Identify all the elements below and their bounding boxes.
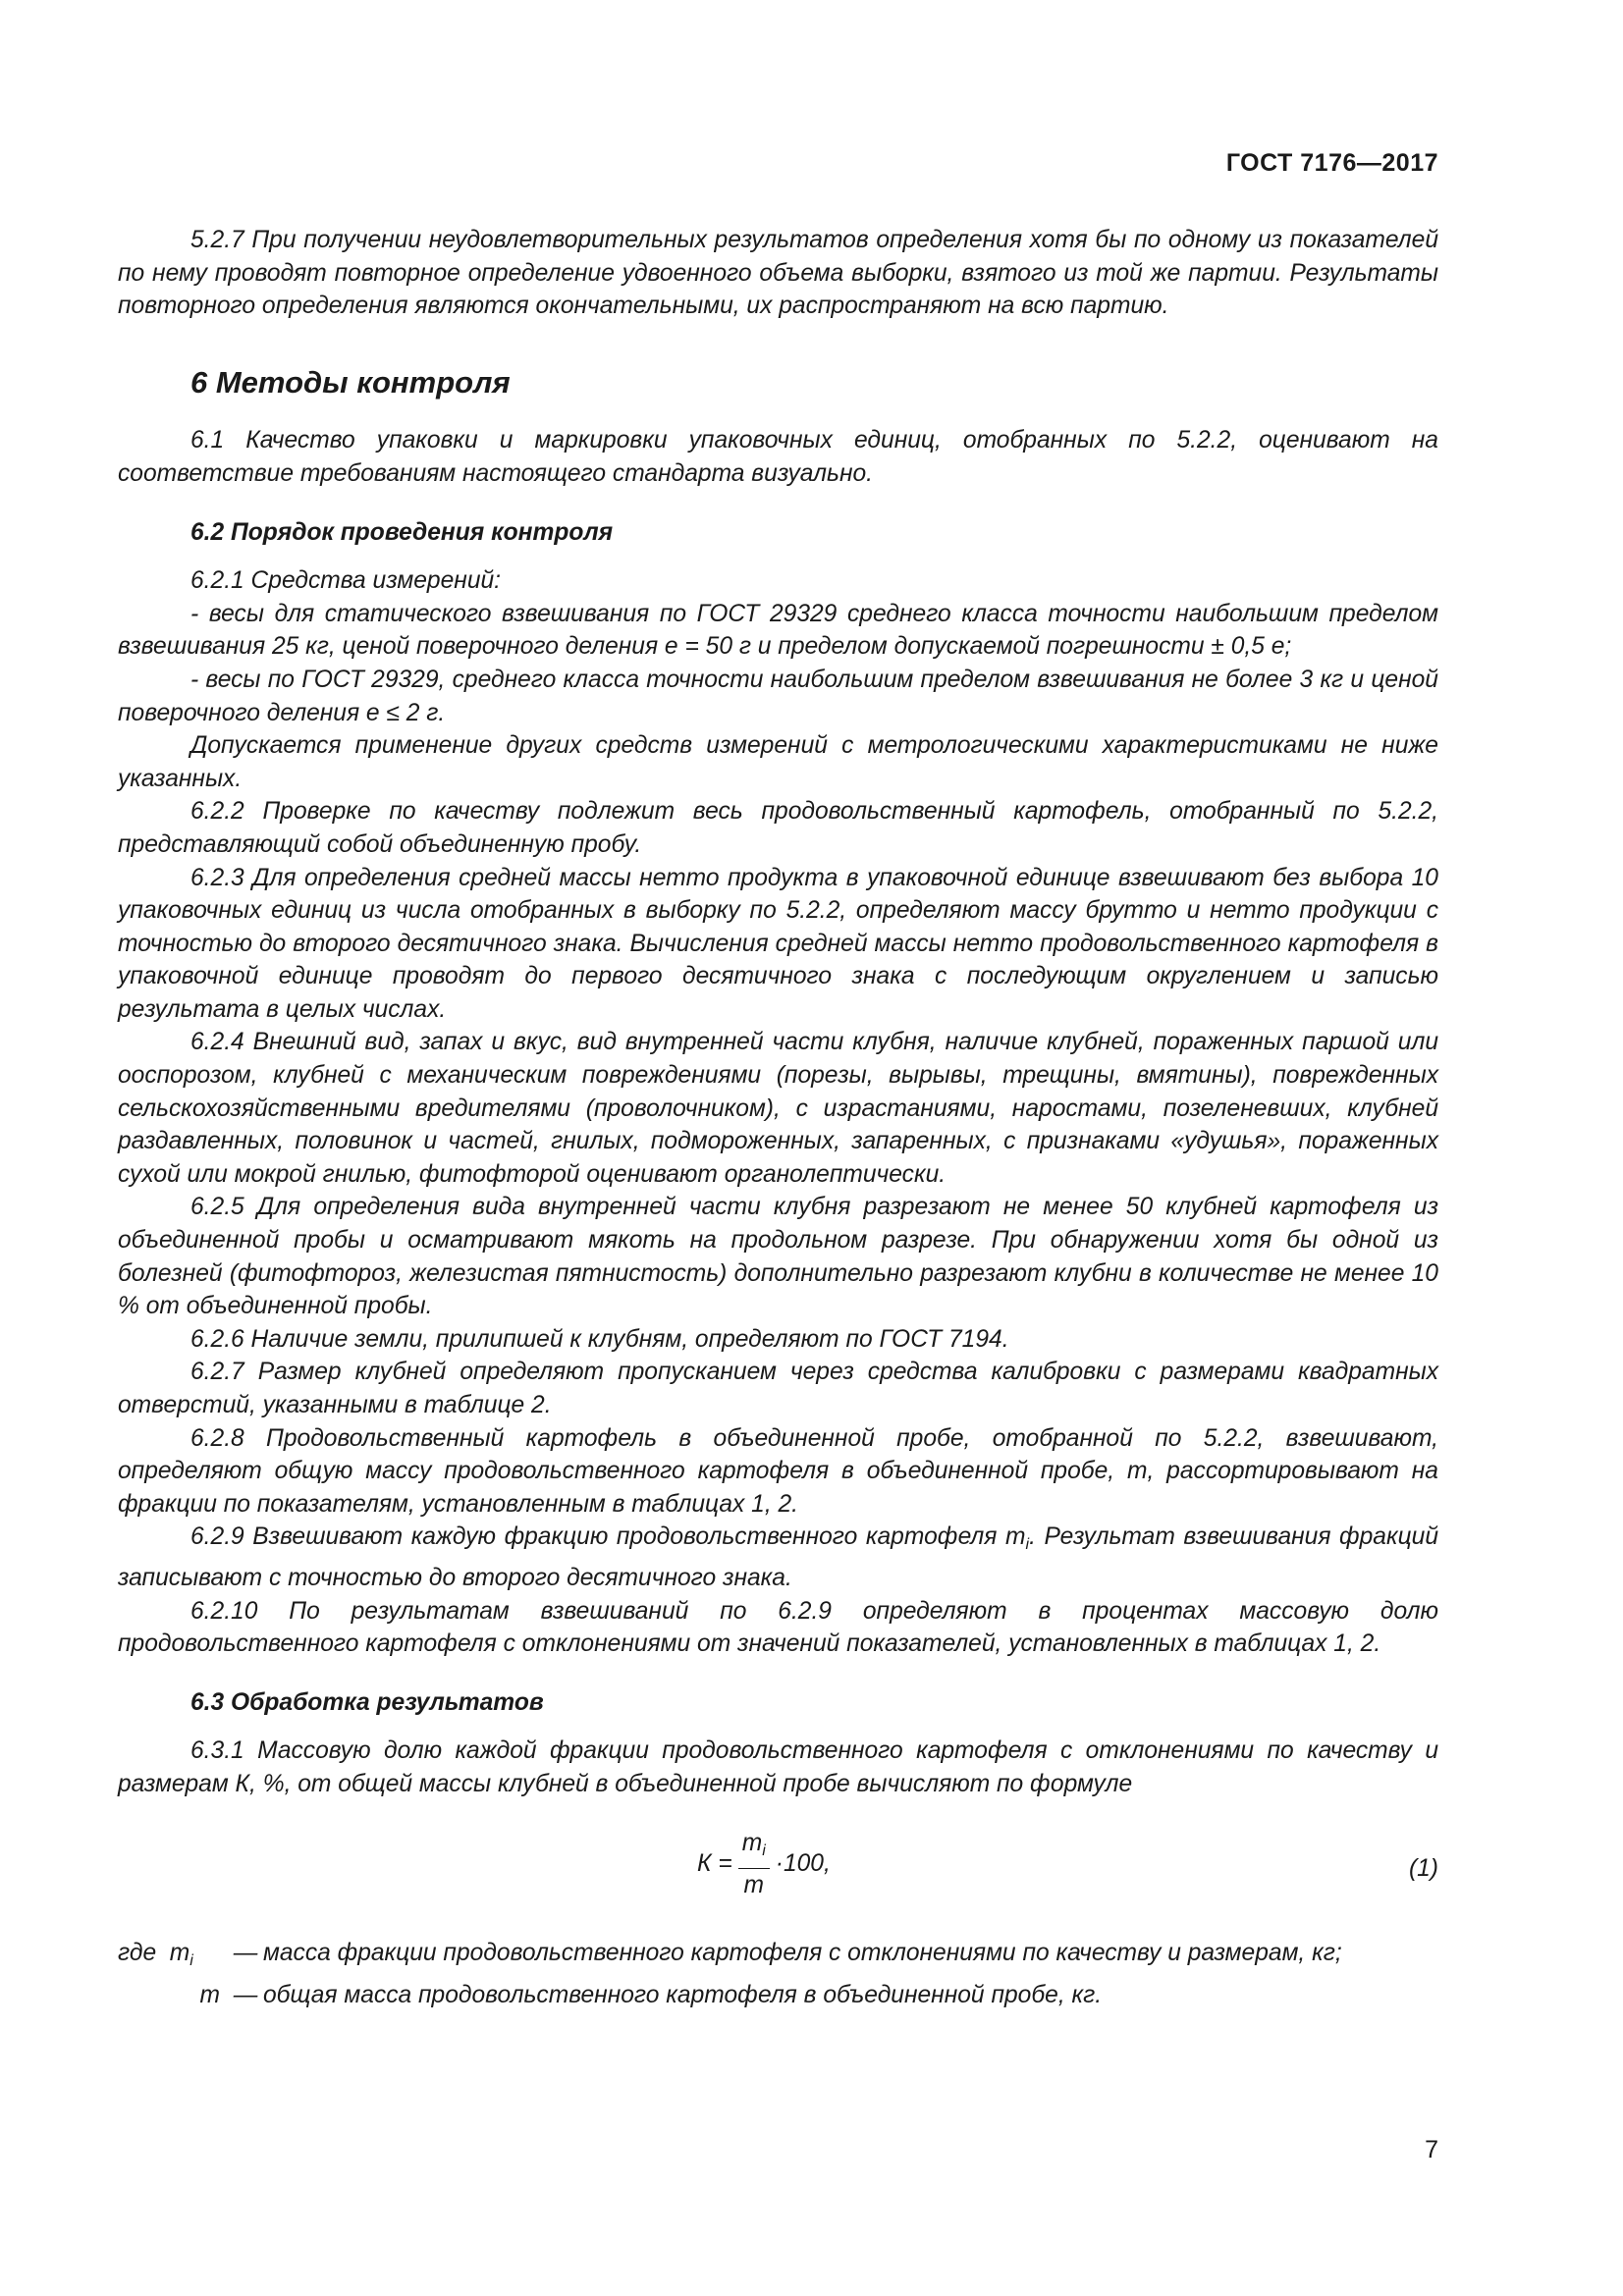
section-title-6-3: 6.3 Обработка результатов bbox=[190, 1688, 544, 1716]
formula-lhs: К = bbox=[697, 1850, 732, 1878]
paragraph-6-2-3: 6.2.3 Для определения средней массы нетто продукта в упаковочной единице взвешивают без выбора 10 упаковочных единиц из числа отобранных в выборку по 5.2.2, определяют массу брутто и нетто продукции с точностью до второго десятичного знака. Вычисления средней массы нетто продовольственного картофеля в упаковочной единице проводят до первого десятичного знака с последующим округлением и записью результата в целых числах. bbox=[118, 864, 1438, 1023]
legend-symbol-var: m bbox=[169, 1939, 190, 1966]
document-page bbox=[118, 0, 1438, 2296]
paragraph-6-2-9-end: . Результат взвешивания фракций записывают с точностью до второго десятичного знака. bbox=[118, 1523, 1438, 1591]
paragraph-6-2-9 bbox=[118, 1521, 1438, 1594]
legend-dash: — bbox=[233, 1939, 258, 1966]
paragraph-6-2-10: 6.2.10 По результатам взвешиваний по 6.2.9 определяют в процентах массовую долю продовольственного картофеля с отклонениями от значений показателей, установленных в таблицах 1, 2. bbox=[118, 1597, 1438, 1658]
formula-numerator-sub: i bbox=[762, 1842, 766, 1859]
paragraph-6-3-1: 6.3.1 Массовую долю каждой фракции продовольственного картофеля с отклонениями по качеству и размерам К, %, от общей массы клубней в объединенной пробе вычисляют по формуле bbox=[118, 1737, 1438, 1797]
formula-number: (1) bbox=[1408, 1854, 1438, 1882]
paragraph-6-2-1-note: Допускается применение других средств измерений с метрологическими характеристиками не ниже указанных. bbox=[118, 732, 1438, 792]
paragraph-6-2-7: 6.2.7 Размер клубней определяют пропусканием через средства калибровки с размерами квадратных отверстий, указанными в таблице 2. bbox=[118, 1359, 1438, 1418]
section-title-6: 6 Методы контроля bbox=[190, 364, 511, 400]
formula-denominator: m bbox=[743, 1871, 764, 1898]
paragraph-6-2-9-subscript: i bbox=[1025, 1536, 1030, 1554]
document-body bbox=[118, 224, 1438, 2012]
formula-numerator-var: m bbox=[741, 1829, 763, 1856]
paragraph-6-2-5: 6.2.5 Для определения вида внутренней части клубня разрезают не менее 50 клубней картофеля из объединенной пробы и осматривают мякоть на продольном разрезе. При обнаружении хотя бы одной из болезней (фитофтороз, железистая пятнистость) дополнительно разрезают клубни в количестве не менее 10 % от объединенной пробы. bbox=[118, 1194, 1438, 1320]
paragraph-6-2-8: 6.2.8 Продовольственный картофель в объединенной пробе, отобранной по 5.2.2, взвешивают, определяют общую массу продовольственного картофеля в объединенной пробе, m, рассортировывают на фракции по показателям, установленным в таблицах 1, 2. bbox=[118, 1424, 1438, 1518]
legend-symbol-sub: i bbox=[189, 1951, 193, 1969]
formula-rest: ·100, bbox=[775, 1850, 831, 1878]
formula-fraction bbox=[738, 1829, 770, 1900]
paragraph-6-2-1: 6.2.1 Средства измерений: bbox=[190, 567, 502, 595]
legend-lead: где bbox=[118, 1939, 157, 1966]
formula bbox=[697, 1829, 831, 1900]
formula-legend bbox=[118, 1937, 1438, 2012]
page-number: 7 bbox=[1425, 2136, 1438, 2163]
paragraph-6-2-6: 6.2.6 Наличие земли, прилипшей к клубням, определяют по ГОСТ 7194. bbox=[190, 1325, 1009, 1353]
paragraph-6-1: 6.1 Качество упаковки и маркировки упаковочных единиц, отобранных по 5.2.2, оценивают на соответствие требованиям настоящего стандарта визуально. bbox=[118, 427, 1438, 487]
paragraph-6-2-1-item-a: - весы для статического взвешивания по ГОСТ 29329 среднего класса точности наибольшим пределом взвешивания 25 кг, ценой поверочного деления е = 50 г и пределом допускаемой погрешности ± 0,5 е; bbox=[118, 600, 1438, 661]
legend-description: масса фракции продовольственного картофеля с отклонениями по качеству и размерам, кг; bbox=[263, 1939, 1342, 1966]
section-title-6-2: 6.2 Порядок проведения контроля bbox=[190, 518, 614, 546]
paragraph-5-2-7: 5.2.7 При получении неудовлетворительных результатов определения хотя бы по одному из показателей по нему проводят повторное определение удвоенного объема выборки, взятого из той же партии. Результаты повторного определения являются окончательными, их распространяют на всю партию. bbox=[118, 227, 1438, 320]
paragraph-6-2-4: 6.2.4 Внешний вид, запах и вкус, вид внутренней части клубня, наличие клубней, пораженных паршой или ооспорозом, клубней с механическим повреждениями (порезы, вырывы, трещины, вмятины), поврежденных сельскохозяйственными вредителями (проволочником), с израстаниями, наростами, позеленевших, клубней раздавленных, половинок и частей, гнилых, подмороженных, запаренных, с признаками «удушья», пораженных сухой или мокрой гнилью, фитофторой оценивают органолептически. bbox=[118, 1029, 1438, 1188]
legend-symbol-m: m bbox=[199, 1982, 220, 2009]
legend-symbol-mi bbox=[118, 1937, 228, 1978]
formula-block bbox=[118, 1823, 1438, 1919]
legend-dash: — bbox=[233, 1982, 258, 2009]
paragraph-6-2-9-start: 6.2.9 Взвешивают каждую фракцию продовольственного картофеля m bbox=[190, 1523, 1026, 1551]
legend-description: общая масса продовольственного картофеля в объединенной пробе, кг. bbox=[263, 1982, 1103, 2009]
document-code: ГОСТ 7176—2017 bbox=[1225, 149, 1438, 177]
paragraph-6-2-2: 6.2.2 Проверке по качеству подлежит весь продовольственный картофель, отобранный по 5.2.2, представляющий собой объединенную пробу. bbox=[118, 798, 1438, 858]
formula-numerator bbox=[738, 1829, 770, 1869]
paragraph-6-2-1-item-b: - весы по ГОСТ 29329, среднего класса точности наибольшим пределом взвешивания не более 3 кг и ценой поверочного деления е ≤ 2 г. bbox=[118, 666, 1438, 726]
